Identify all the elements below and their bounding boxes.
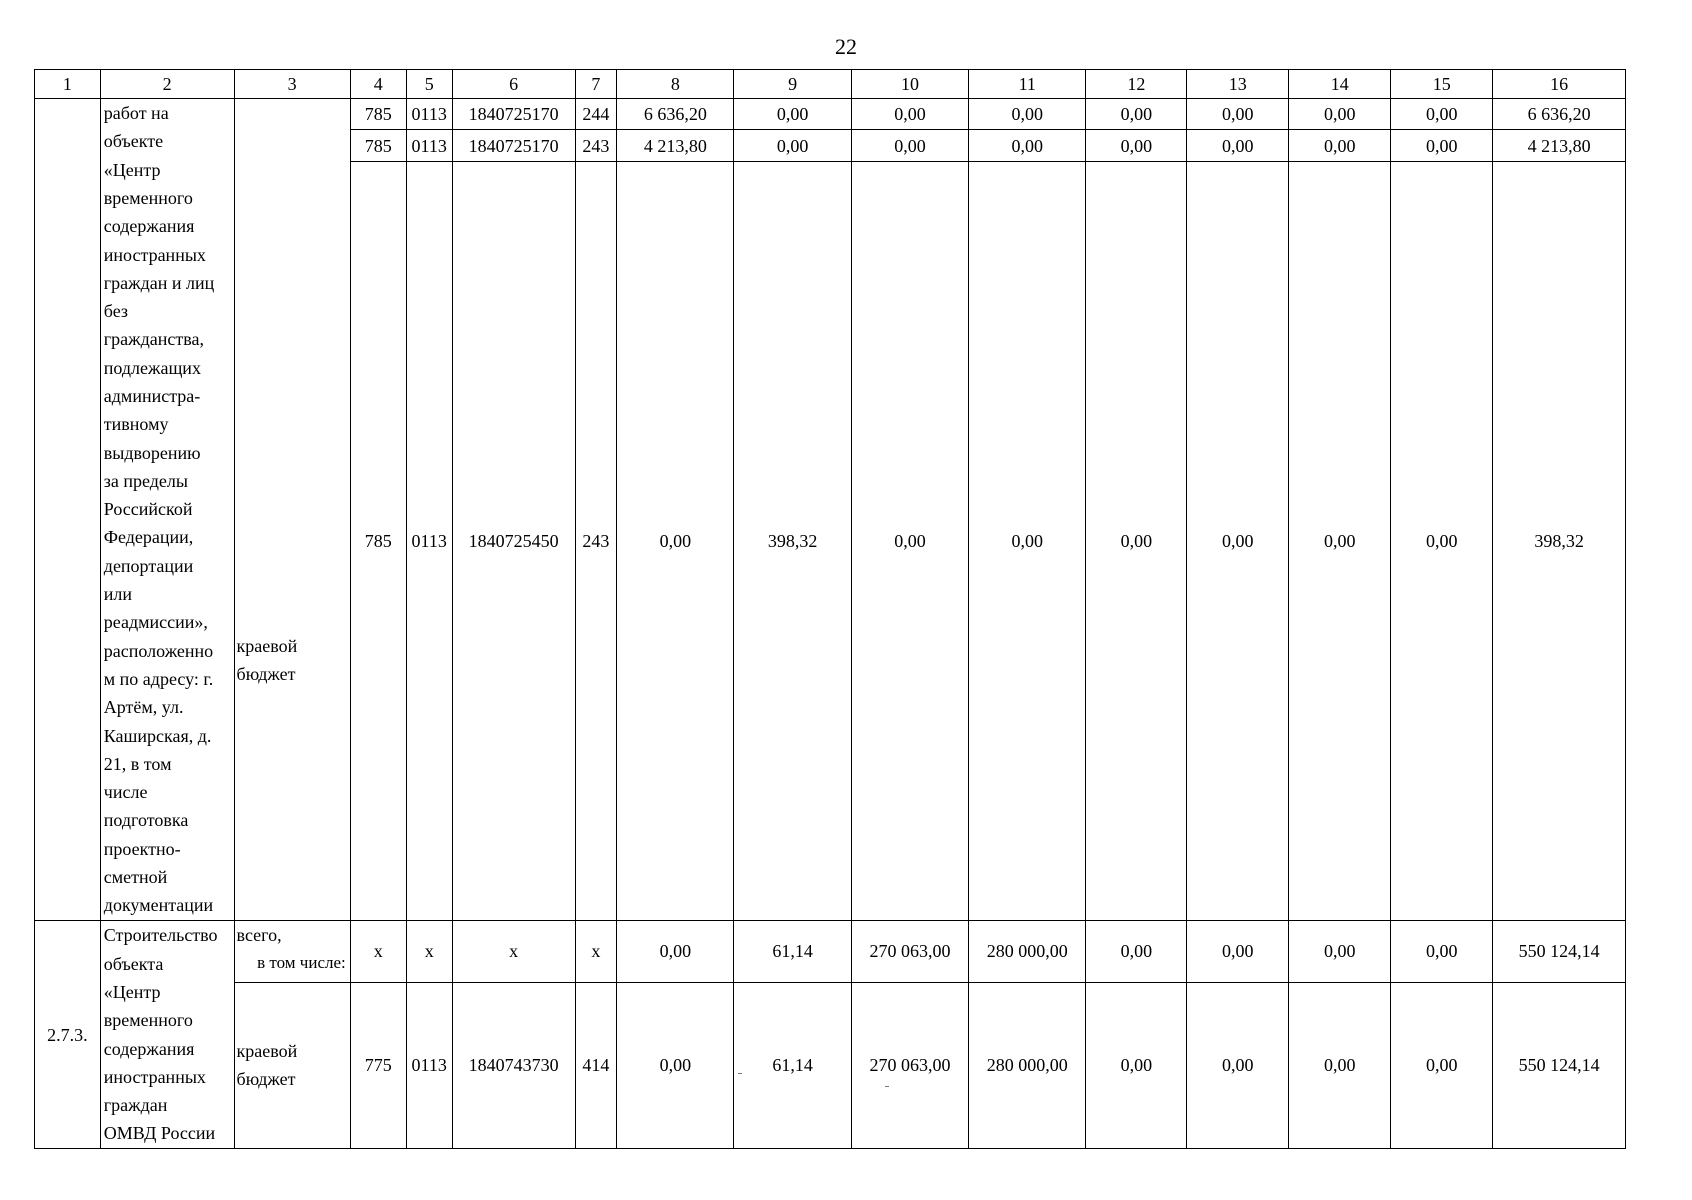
value-cell: 1840725450 [452,161,575,921]
value-cell: 0,00 [969,161,1086,921]
item-name-line: реадмиссии», [103,612,208,633]
item-name-line: содержания [103,1038,195,1059]
table-row [35,982,1626,1148]
value-cell: 785 [350,99,406,130]
value-cell: 4 213,80 [617,130,734,161]
value-cell: 6 636,20 [1493,99,1626,130]
row-index-cell [35,99,101,921]
item-name-line: м по адресу: г. [103,668,214,689]
item-name-line: «Центр [103,159,161,180]
value-cell: 0,00 [1187,982,1289,1148]
value-cell: 6 636,20 [617,99,734,130]
value-cell: 0,00 [617,161,734,921]
value-cell: 550 124,14 [1493,982,1626,1148]
value-cell: 0,00 [851,161,968,921]
item-name-line: объекта [103,953,164,974]
value-cell: 270 063,00 [851,982,968,1148]
value-cell: x [452,921,575,982]
value-cell: 0,00 [1289,99,1391,130]
funding-source: краевой бюджет [236,635,298,684]
value-cell: 0,00 [617,921,734,982]
item-name-line: 21, в том [103,753,172,774]
budget-table [34,69,1626,1149]
value-cell: 1840725170 [452,130,575,161]
table-row [35,99,1626,130]
column-header: 4 [350,70,406,99]
value-cell: 61,14 [734,921,851,982]
column-header: 16 [1493,70,1626,99]
funding-source-total: всего, [236,925,282,946]
item-name-line: тивному [103,414,169,435]
value-cell: 0,00 [1187,161,1289,921]
item-name-line: гражданства, [103,329,204,350]
value-cell: 414 [575,982,617,1148]
item-name-line: за пределы [103,470,188,491]
value-cell: 1840743730 [452,982,575,1148]
value-cell: 398,32 [734,161,851,921]
value-cell: 398,32 [1493,161,1626,921]
value-cell: 243 [575,130,617,161]
value-cell: 0,00 [1086,161,1187,921]
column-header: 9 [734,70,851,99]
item-name-line: Строительство [103,925,218,946]
value-cell: 0,00 [1391,921,1493,982]
value-cell: 0,00 [1391,99,1493,130]
value-cell: 0113 [406,99,452,130]
row-index-cell: 2.7.3. [35,921,101,1149]
column-header: 12 [1086,70,1187,99]
item-name-line: объекте [103,131,164,152]
item-name-line: выдворению [103,442,201,463]
item-name-line: «Центр [103,981,161,1002]
value-cell: 0,00 [1289,982,1391,1148]
value-cell: 0,00 [1187,99,1289,130]
column-header: 5 [406,70,452,99]
value-cell: 0,00 [734,130,851,161]
value-cell: 0,00 [1187,130,1289,161]
column-header: 14 [1289,70,1391,99]
value-cell: 270 063,00 [851,921,968,982]
value-cell: 0,00 [734,99,851,130]
value-cell: 0,00 [1289,161,1391,921]
value-cell: x [575,921,617,982]
column-header: 7 [575,70,617,99]
header-row [35,70,1626,99]
value-cell: 0,00 [969,130,1086,161]
value-cell: 0113 [406,161,452,921]
item-name-line: Российской [103,499,193,520]
scan-speck [885,1086,889,1087]
item-name-line: сметной [103,867,168,888]
value-cell: 0,00 [1289,921,1391,982]
value-cell: 0,00 [851,130,968,161]
value-cell: 0,00 [1086,130,1187,161]
scan-speck [738,1073,742,1074]
item-name-line: администра- [103,385,201,406]
value-cell: 0113 [406,130,452,161]
item-name-cell [100,99,234,921]
value-cell: 61,14 [734,982,851,1148]
value-cell: x [350,921,406,982]
value-cell: 243 [575,161,617,921]
page-number: 22 [835,34,857,59]
value-cell: 0,00 [1391,982,1493,1148]
column-header: 3 [234,70,350,99]
item-name-line: или [103,584,133,605]
value-cell: 244 [575,99,617,130]
item-name-line: депортации [103,555,194,576]
item-name-line: расположенно [103,640,214,661]
column-header: 15 [1391,70,1493,99]
value-cell: x [406,921,452,982]
value-cell: 1840725170 [452,99,575,130]
table-row [35,921,1626,982]
item-name-line: числе [103,782,148,803]
item-name-line: проектно- [103,838,181,859]
item-name-cell [100,921,234,1149]
item-name-line: граждан и лиц [103,272,215,293]
value-cell: 0,00 [1391,130,1493,161]
item-name-line: временного [103,1010,193,1031]
item-name-line: подлежащих [103,357,201,378]
item-name-line: подготовка [103,810,189,831]
column-header: 1 [35,70,101,99]
funding-source-cell [234,921,350,982]
value-cell: 0,00 [969,99,1086,130]
value-cell: 280 000,00 [969,921,1086,982]
value-cell: 550 124,14 [1493,921,1626,982]
value-cell: 4 213,80 [1493,130,1626,161]
value-cell: 785 [350,130,406,161]
value-cell: 0113 [406,982,452,1148]
value-cell: 0,00 [1391,161,1493,921]
column-header: 13 [1187,70,1289,99]
item-name-line: содержания [103,216,195,237]
value-cell: 280 000,00 [969,982,1086,1148]
item-name-line: временного [103,187,193,208]
value-cell: 0,00 [617,982,734,1148]
item-name-line: ОМВД России [103,1123,216,1144]
value-cell: 0,00 [1086,99,1187,130]
column-header: 8 [617,70,734,99]
funding-source-cell [234,982,350,1148]
item-name-line: иностранных [103,1066,206,1087]
value-cell: 0,00 [1289,130,1391,161]
column-header: 6 [452,70,575,99]
item-name-line: граждан [103,1095,168,1116]
item-name-line: иностранных [103,244,206,265]
value-cell: 0,00 [1086,982,1187,1148]
item-name-line: без [103,301,129,322]
value-cell: 775 [350,982,406,1148]
value-cell: 0,00 [1187,921,1289,982]
item-name-line: Каширская, д. [103,725,212,746]
item-name-line: документации [103,895,214,916]
item-name-line: Артём, ул. [103,697,184,718]
value-cell: 0,00 [851,99,968,130]
item-name-line: Федерации, [103,527,194,548]
column-header: 2 [100,70,234,99]
funding-source-subtitle: в том числе: [257,953,346,973]
column-header: 10 [851,70,968,99]
item-name-line: работ на [103,103,169,124]
value-cell: 0,00 [1086,921,1187,982]
column-header: 11 [969,70,1086,99]
funding-source-cell [234,99,350,921]
funding-source: краевой бюджет [236,1041,298,1090]
value-cell: 785 [350,161,406,921]
